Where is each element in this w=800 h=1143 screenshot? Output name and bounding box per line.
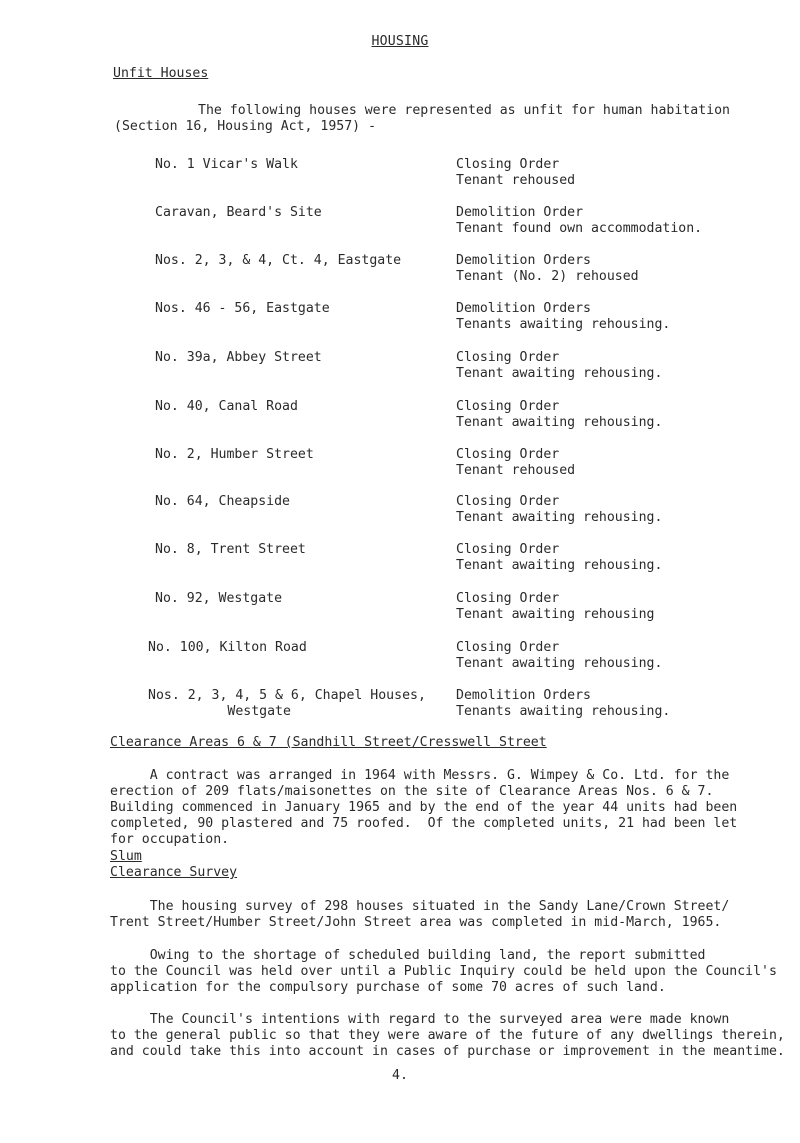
tenant-status: Tenants awaiting rehousing.: [456, 317, 671, 332]
house-address-line-2: Westgate: [148, 704, 291, 719]
list-item: [0, 157, 800, 193]
order-type: Closing Order: [456, 542, 560, 557]
house-address: Caravan, Beard's Site: [155, 205, 322, 220]
tenant-status: Tenant (No. 2) rehoused: [456, 269, 639, 284]
order-type: Demolition Orders: [456, 253, 591, 268]
paragraph-line: The Council's intentions with regard to the surveyed area were made known: [110, 1012, 730, 1027]
slum-heading: Slum: [110, 849, 142, 864]
order-type: Closing Order: [456, 157, 560, 172]
paragraph-line: completed, 90 plastered and 75 roofed. Of the completed units, 21 had been let: [110, 816, 738, 831]
house-address: No. 8, Trent Street: [155, 542, 306, 557]
list-item: [0, 542, 800, 578]
order-type: Closing Order: [456, 494, 560, 509]
house-address: No. 100, Kilton Road: [148, 640, 307, 655]
page-number: 4.: [392, 1068, 408, 1083]
tenant-status: Tenant awaiting rehousing.: [456, 558, 663, 573]
clearance-areas-heading: Clearance Areas 6 & 7 (Sandhill Street/Cresswell Street: [110, 735, 547, 750]
house-address: No. 92, Westgate: [155, 591, 283, 606]
house-address: No. 2, Humber Street: [155, 447, 314, 462]
order-type: Demolition Order: [456, 205, 584, 220]
unfit-intro-line-1: The following houses were represented as unfit for human habitation: [198, 103, 730, 118]
list-item: [0, 350, 800, 386]
order-type: Closing Order: [456, 591, 560, 606]
order-type: Demolition Orders: [456, 688, 591, 703]
paragraph-line: for occupation.: [110, 832, 230, 847]
paragraph-line: A contract was arranged in 1964 with Messrs. G. Wimpey & Co. Ltd. for the: [110, 768, 730, 783]
paragraph-line: Building commenced in January 1965 and by the end of the year 44 units had been: [110, 800, 738, 815]
list-item: [0, 447, 800, 483]
order-type: Closing Order: [456, 399, 560, 414]
unfit-houses-heading: Unfit Houses: [113, 66, 209, 81]
list-item: [0, 205, 800, 241]
tenant-status: Tenant awaiting rehousing: [456, 607, 655, 622]
paragraph-line: erection of 209 flats/maisonettes on the site of Clearance Areas Nos. 6 & 7.: [110, 784, 714, 799]
paragraph-line: to the Council was held over until a Public Inquiry could be held upon the Council's: [110, 964, 777, 979]
order-type: Demolition Orders: [456, 301, 591, 316]
clearance-survey-heading: Clearance Survey: [110, 865, 238, 880]
house-address: No. 40, Canal Road: [155, 399, 298, 414]
paragraph-line: Owing to the shortage of scheduled building land, the report submitted: [110, 948, 706, 963]
tenant-status: Tenant rehoused: [456, 173, 576, 188]
paragraph-line: to the general public so that they were aware of the future of any dwellings therein,: [110, 1028, 785, 1043]
order-type: Closing Order: [456, 447, 560, 462]
tenant-status: Tenant found own accommodation.: [456, 221, 703, 236]
order-type: Closing Order: [456, 350, 560, 365]
list-item: [0, 591, 800, 627]
house-address: Nos. 46 - 56, Eastgate: [155, 301, 330, 316]
house-address: No. 1 Vicar's Walk: [155, 157, 298, 172]
unfit-intro-line-2: (Section 16, Housing Act, 1957) -: [114, 119, 377, 134]
house-address: Nos. 2, 3, 4, 5 & 6, Chapel Houses,: [148, 688, 426, 703]
tenant-status: Tenants awaiting rehousing.: [456, 704, 671, 719]
page-title: HOUSING: [371, 34, 429, 49]
list-item: [0, 640, 800, 676]
list-item: [0, 301, 800, 337]
list-item: [0, 399, 800, 435]
tenant-status: Tenant rehoused: [456, 463, 576, 478]
list-item: [0, 253, 800, 289]
paragraph-line: Trent Street/Humber Street/John Street area was completed in mid-March, 1965.: [110, 915, 722, 930]
paragraph-line: application for the compulsory purchase of some 70 acres of such land.: [110, 980, 666, 995]
house-address: Nos. 2, 3, & 4, Ct. 4, Eastgate: [155, 253, 402, 268]
tenant-status: Tenant awaiting rehousing.: [456, 656, 663, 671]
tenant-status: Tenant awaiting rehousing.: [456, 510, 663, 525]
list-item: [0, 494, 800, 530]
list-item: [0, 688, 800, 724]
tenant-status: Tenant awaiting rehousing.: [456, 366, 663, 381]
house-address: No. 64, Cheapside: [155, 494, 290, 509]
house-address: No. 39a, Abbey Street: [155, 350, 322, 365]
paragraph-line: and could take this into account in cases of purchase or improvement in the meantime.: [110, 1044, 785, 1059]
order-type: Closing Order: [456, 640, 560, 655]
tenant-status: Tenant awaiting rehousing.: [456, 415, 663, 430]
paragraph-line: The housing survey of 298 houses situated in the Sandy Lane/Crown Street/: [110, 899, 730, 914]
